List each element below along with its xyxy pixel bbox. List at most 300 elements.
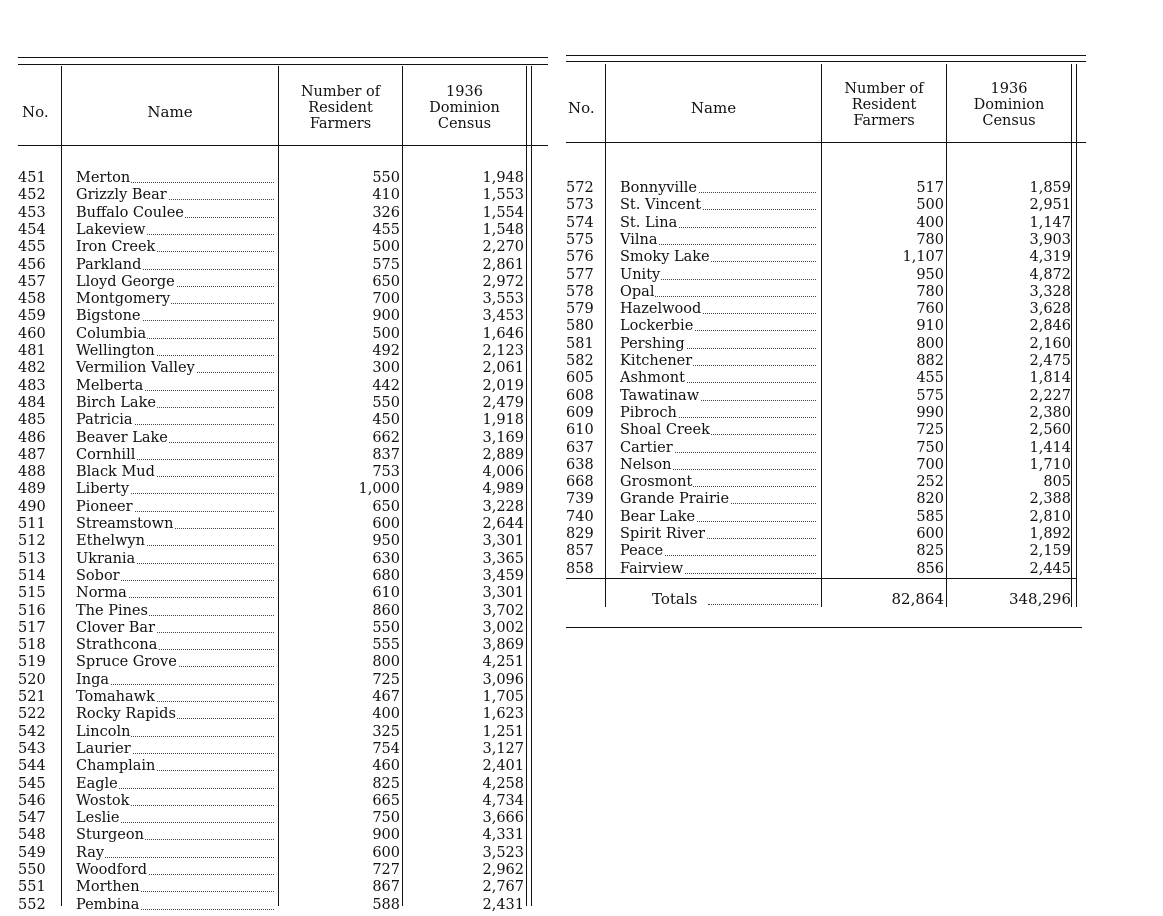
header-farmers: [822, 81, 946, 129]
row-name-cell: [76, 257, 274, 274]
row-census: 1,705: [482, 689, 524, 705]
table-row: [18, 776, 530, 793]
table-row: [18, 205, 530, 222]
row-number: 519: [18, 654, 46, 671]
right-top-rule-2: [566, 61, 1086, 62]
row-farmers: 882: [916, 353, 944, 369]
row-name-cell: [620, 491, 816, 508]
header-farmers-line: Resident: [851, 97, 917, 113]
row-census: 3,169: [482, 429, 524, 446]
row-farmers: 990: [916, 404, 944, 421]
table-row: [18, 620, 530, 637]
row-name-cell: [76, 170, 274, 187]
row-farmers: 600: [372, 844, 400, 861]
row-name-cell: [76, 447, 274, 464]
row-name: Sobor: [76, 567, 120, 584]
row-farmers: 500: [916, 197, 944, 214]
left-top-rule-2: [18, 64, 548, 65]
row-farmers: 753: [372, 464, 400, 481]
row-name: Opal: [620, 283, 655, 300]
row-census: 2,270: [482, 239, 524, 256]
right-bottom-rule: [566, 627, 1082, 628]
row-name: Ukrania: [76, 550, 136, 567]
table-row: [18, 395, 530, 412]
row-farmers: 630: [372, 550, 400, 567]
row-census: 3,628: [1029, 301, 1071, 318]
row-census: 3,002: [482, 619, 524, 636]
table-row: [18, 360, 530, 377]
row-farmers: 555: [372, 637, 400, 654]
table-row: [18, 187, 530, 204]
row-name-cell: [76, 274, 274, 291]
row-number: 457: [18, 273, 46, 290]
table-row: [566, 526, 1076, 543]
row-number: 459: [18, 308, 46, 325]
row-farmers: 900: [372, 827, 400, 844]
row-name-cell: [76, 464, 274, 481]
row-name: St. Vincent: [620, 197, 702, 214]
row-farmers: 725: [372, 671, 400, 688]
row-farmers: 800: [372, 654, 400, 671]
row-name-cell: [76, 776, 274, 793]
header-no: No.: [22, 103, 49, 121]
table-row: [566, 370, 1076, 387]
row-name: Smoky Lake: [620, 249, 710, 266]
row-number: 512: [18, 533, 46, 550]
row-census: 2,445: [1029, 560, 1071, 577]
row-census: 2,019: [482, 377, 524, 394]
left-col-divider: [531, 66, 532, 906]
row-number: 605: [566, 370, 594, 387]
header-census: [403, 84, 526, 132]
row-census: 1,814: [1029, 370, 1071, 387]
row-name: Laurier: [76, 740, 131, 757]
row-name: Wostok: [76, 792, 130, 809]
row-name-cell: [76, 603, 274, 620]
row-name-cell: [76, 568, 274, 585]
table-row: [566, 249, 1076, 266]
row-census: 3,903: [1029, 231, 1071, 248]
row-name: St. Lina: [620, 214, 678, 231]
header-farmers-line: Resident: [308, 100, 373, 116]
row-name: Lockerbie: [620, 318, 694, 335]
row-name: Patricia: [76, 412, 133, 429]
table-row: [18, 412, 530, 429]
row-number: 487: [18, 446, 46, 463]
header-name: Name: [147, 103, 193, 121]
row-number: 550: [18, 862, 46, 878]
row-name-cell: [620, 561, 816, 578]
table-row: [566, 232, 1076, 249]
row-number: 460: [18, 325, 46, 342]
row-farmers: 455: [372, 221, 400, 238]
row-farmers: 825: [372, 775, 400, 792]
row-farmers: 550: [372, 170, 400, 186]
row-name-cell: [620, 301, 816, 318]
row-farmers: 600: [916, 526, 944, 542]
totals-dots: [708, 604, 818, 605]
row-census: 3,127: [482, 740, 524, 757]
row-farmers: 467: [372, 689, 400, 705]
row-census: 1,710: [1029, 456, 1071, 473]
row-census: 2,061: [482, 360, 524, 377]
row-farmers: 575: [372, 256, 400, 273]
table-row: [566, 509, 1076, 526]
table-row: [18, 326, 530, 343]
row-farmers: 700: [372, 291, 400, 308]
row-census: 4,734: [482, 792, 524, 809]
row-name: Merton: [76, 170, 131, 186]
row-name: Tawatinaw: [620, 387, 700, 404]
row-farmers: 300: [372, 360, 400, 377]
header-farmers: [279, 84, 402, 132]
totals-farmers: 82,864: [891, 590, 944, 608]
table-row: [566, 267, 1076, 284]
row-census: 3,096: [482, 671, 524, 688]
table-row: [18, 239, 530, 256]
row-name-cell: [620, 284, 816, 301]
row-name: Lincoln: [76, 723, 131, 740]
table-row: [18, 308, 530, 325]
row-name: Lakeview: [76, 221, 146, 238]
row-number: 609: [566, 404, 594, 421]
header-census-line: Dominion: [973, 97, 1045, 113]
row-name: Bigstone: [76, 308, 141, 325]
row-name: Columbia: [76, 325, 147, 342]
row-name-cell: [76, 879, 274, 896]
table-row: [18, 222, 530, 239]
row-name: Strathcona: [76, 637, 158, 654]
row-name-cell: [76, 793, 274, 810]
row-number: 740: [566, 508, 594, 525]
row-census: 1,147: [1029, 214, 1071, 231]
row-farmers: 680: [372, 567, 400, 584]
table-row: [18, 897, 530, 914]
table-row: [18, 343, 530, 360]
row-name-cell: [76, 205, 274, 222]
row-name-cell: [76, 516, 274, 533]
row-number: 548: [18, 827, 46, 844]
row-number: 575: [566, 231, 594, 248]
row-farmers: 780: [916, 231, 944, 248]
row-name: Grande Prairie: [620, 491, 730, 508]
row-census: 1,414: [1029, 439, 1071, 456]
row-census: 2,380: [1029, 404, 1071, 421]
row-farmers: 867: [372, 879, 400, 896]
row-name-cell: [620, 232, 816, 249]
table-row: [566, 284, 1076, 301]
row-farmers: 610: [372, 585, 400, 602]
table-row: [18, 585, 530, 602]
row-number: 577: [566, 266, 594, 283]
row-name-cell: [76, 845, 274, 862]
row-census: 3,328: [1029, 283, 1071, 300]
row-farmers: 442: [372, 377, 400, 394]
row-farmers: 450: [372, 412, 400, 429]
row-farmers: 650: [372, 498, 400, 515]
row-name: Grosmont: [620, 474, 693, 491]
table-row: [566, 422, 1076, 439]
row-name-cell: [76, 672, 274, 689]
row-number: 547: [18, 810, 46, 827]
table-row: [18, 827, 530, 844]
row-name: Ray: [76, 844, 105, 861]
row-farmers: 950: [372, 533, 400, 550]
row-number: 546: [18, 792, 46, 809]
table-row: [566, 474, 1076, 491]
row-farmers: 517: [916, 180, 944, 196]
table-row: [18, 551, 530, 568]
row-name: Fairview: [620, 560, 684, 577]
row-census: 1,646: [482, 325, 524, 342]
row-name-cell: [76, 222, 274, 239]
table-row: [18, 464, 530, 481]
row-name: Woodford: [76, 862, 147, 878]
row-farmers: 950: [916, 266, 944, 283]
row-name-cell: [76, 706, 274, 723]
table-row: [18, 274, 530, 291]
row-name-cell: [76, 620, 274, 637]
row-census: 1,918: [482, 412, 524, 429]
row-name-cell: [76, 551, 274, 568]
row-number: 542: [18, 723, 46, 740]
row-name: Inga: [76, 671, 109, 688]
row-name: Shoal Creek: [620, 422, 710, 439]
row-census: 4,989: [482, 481, 524, 498]
table-row: [18, 689, 530, 706]
row-number: 483: [18, 377, 46, 394]
row-number: 668: [566, 474, 594, 491]
header-census-line: 1936: [446, 84, 483, 100]
table-row: [18, 862, 530, 879]
row-name-cell: [76, 291, 274, 308]
row-census: 1,892: [1029, 526, 1071, 542]
row-name-cell: [76, 378, 274, 395]
row-name: Tomahawk: [76, 689, 155, 705]
row-name-cell: [76, 689, 274, 706]
row-census: 3,453: [482, 308, 524, 325]
row-farmers: 500: [372, 239, 400, 256]
row-name-cell: [620, 215, 816, 232]
row-number: 490: [18, 498, 46, 515]
table-row: [566, 336, 1076, 353]
row-census: 4,006: [482, 464, 524, 481]
row-census: 3,365: [482, 550, 524, 567]
row-census: 3,301: [482, 585, 524, 602]
row-name-cell: [76, 724, 274, 741]
row-farmers: 325: [372, 723, 400, 740]
row-name-cell: [76, 360, 274, 377]
row-name: Sturgeon: [76, 827, 144, 844]
totals-row: [566, 590, 1076, 610]
table-row: [566, 561, 1076, 578]
row-farmers: 800: [916, 335, 944, 352]
table-row: [566, 301, 1076, 318]
row-farmers: 600: [372, 516, 400, 532]
row-census: 3,666: [482, 810, 524, 827]
row-name: Bear Lake: [620, 508, 696, 525]
row-number: 608: [566, 387, 594, 404]
row-number: 484: [18, 394, 46, 411]
row-census: 2,962: [482, 862, 524, 878]
row-name: Pembina: [76, 896, 140, 913]
row-census: 1,859: [1029, 180, 1071, 196]
table-row: [18, 706, 530, 723]
row-name-cell: [620, 318, 816, 335]
row-name: Unity: [620, 266, 661, 283]
totals-label: Totals: [652, 590, 698, 608]
header-farmers-line: Farmers: [309, 116, 372, 132]
row-farmers: 410: [372, 187, 400, 204]
row-number: 574: [566, 214, 594, 231]
row-farmers: 825: [916, 543, 944, 560]
row-number: 486: [18, 429, 46, 446]
header-farmers-line: Number of: [844, 81, 924, 97]
row-number: 610: [566, 422, 594, 439]
row-name-cell: [76, 862, 274, 879]
row-census: 1,548: [482, 221, 524, 238]
row-farmers: 662: [372, 429, 400, 446]
table-row: [566, 440, 1076, 457]
row-name: Pioneer: [76, 498, 133, 515]
table-row: [18, 845, 530, 862]
row-number: 518: [18, 637, 46, 654]
table-row: [18, 533, 530, 550]
row-name-cell: [76, 533, 274, 550]
table-row: [566, 197, 1076, 214]
right-col-divider: [1076, 64, 1077, 607]
table-row: [18, 724, 530, 741]
row-number: 520: [18, 671, 46, 688]
row-census: 2,123: [482, 343, 524, 359]
row-census: 2,972: [482, 273, 524, 290]
row-number: 545: [18, 775, 46, 792]
row-farmers: 856: [916, 560, 944, 577]
header-name: Name: [690, 99, 737, 117]
row-census: 2,227: [1029, 387, 1071, 404]
row-name: Liberty: [76, 481, 130, 498]
row-name: Vermilion Valley: [76, 360, 195, 377]
row-census: 2,479: [482, 394, 524, 411]
table-row: [18, 793, 530, 810]
totals-census: 348,296: [1008, 590, 1071, 608]
row-census: 1,948: [482, 170, 524, 186]
row-name: Hazelwood: [620, 301, 702, 318]
row-name-cell: [76, 810, 274, 827]
row-name-cell: [76, 499, 274, 516]
row-name-cell: [620, 267, 816, 284]
row-number: 858: [566, 560, 594, 577]
row-number: 582: [566, 353, 594, 369]
row-number: 857: [566, 543, 594, 560]
row-name: Grizzly Bear: [76, 187, 167, 204]
row-number: 572: [566, 180, 594, 196]
row-census: 2,388: [1029, 491, 1071, 508]
table-row: [18, 499, 530, 516]
row-name-cell: [76, 481, 274, 498]
table-row: [566, 388, 1076, 405]
row-name-cell: [620, 405, 816, 422]
row-farmers: 550: [372, 394, 400, 411]
table-row: [18, 378, 530, 395]
row-farmers: 754: [372, 740, 400, 757]
table-row: [18, 741, 530, 758]
row-census: 4,258: [482, 775, 524, 792]
row-number: 739: [566, 491, 594, 508]
row-name: Morthen: [76, 879, 140, 896]
row-name: Champlain: [76, 758, 156, 775]
row-census: 2,401: [482, 758, 524, 775]
header-census-line: Census: [437, 116, 492, 132]
header-no: No.: [568, 99, 595, 117]
row-name: Eagle: [76, 775, 118, 792]
row-name: Kitchener: [620, 353, 693, 369]
right-header-rule: [566, 142, 1086, 143]
row-name: Streamstown: [76, 516, 174, 532]
row-name: Montgomery: [76, 291, 171, 308]
row-number: 829: [566, 526, 594, 542]
row-name-cell: [76, 412, 274, 429]
row-number: 511: [18, 516, 46, 532]
header-census: [947, 81, 1071, 129]
row-census: 3,301: [482, 533, 524, 550]
row-name: Spirit River: [620, 526, 706, 542]
right-top-rule: [566, 55, 1086, 56]
row-number: 485: [18, 412, 46, 429]
row-census: 3,523: [482, 844, 524, 861]
row-farmers: 820: [916, 491, 944, 508]
row-census: 3,869: [482, 637, 524, 654]
row-number: 481: [18, 343, 46, 359]
row-name-cell: [76, 430, 274, 447]
table-row: [18, 447, 530, 464]
header-census-line: Dominion: [429, 100, 500, 116]
row-name-cell: [76, 758, 274, 775]
row-census: 805: [1043, 474, 1071, 491]
row-name-cell: [76, 187, 274, 204]
header-farmers-line: Number of: [300, 84, 381, 100]
row-name: Melberta: [76, 377, 144, 394]
row-farmers: 460: [372, 758, 400, 775]
row-name: Rocky Rapids: [76, 706, 176, 723]
row-name: Wellington: [76, 343, 155, 359]
row-census: 1,251: [482, 723, 524, 740]
row-farmers: 455: [916, 370, 944, 387]
row-name-cell: [620, 509, 816, 526]
row-number: 513: [18, 550, 46, 567]
row-number: 456: [18, 256, 46, 273]
row-name-cell: [620, 197, 816, 214]
left-header-rule: [18, 145, 548, 146]
table-row: [18, 481, 530, 498]
row-name: Parkland: [76, 256, 142, 273]
row-number: 455: [18, 239, 46, 256]
row-census: 2,846: [1029, 318, 1071, 335]
row-census: 2,951: [1029, 197, 1071, 214]
table-row: [566, 457, 1076, 474]
row-farmers: 750: [916, 439, 944, 456]
row-name-cell: [76, 637, 274, 654]
row-number: 489: [18, 481, 46, 498]
row-census: 1,554: [482, 204, 524, 221]
row-name: Beaver Lake: [76, 429, 168, 446]
table-row: [18, 516, 530, 533]
row-farmers: 1,107: [902, 249, 944, 266]
header-census-line: 1936: [990, 81, 1028, 97]
row-number: 482: [18, 360, 46, 377]
table-row: [566, 180, 1076, 197]
row-number: 515: [18, 585, 46, 602]
